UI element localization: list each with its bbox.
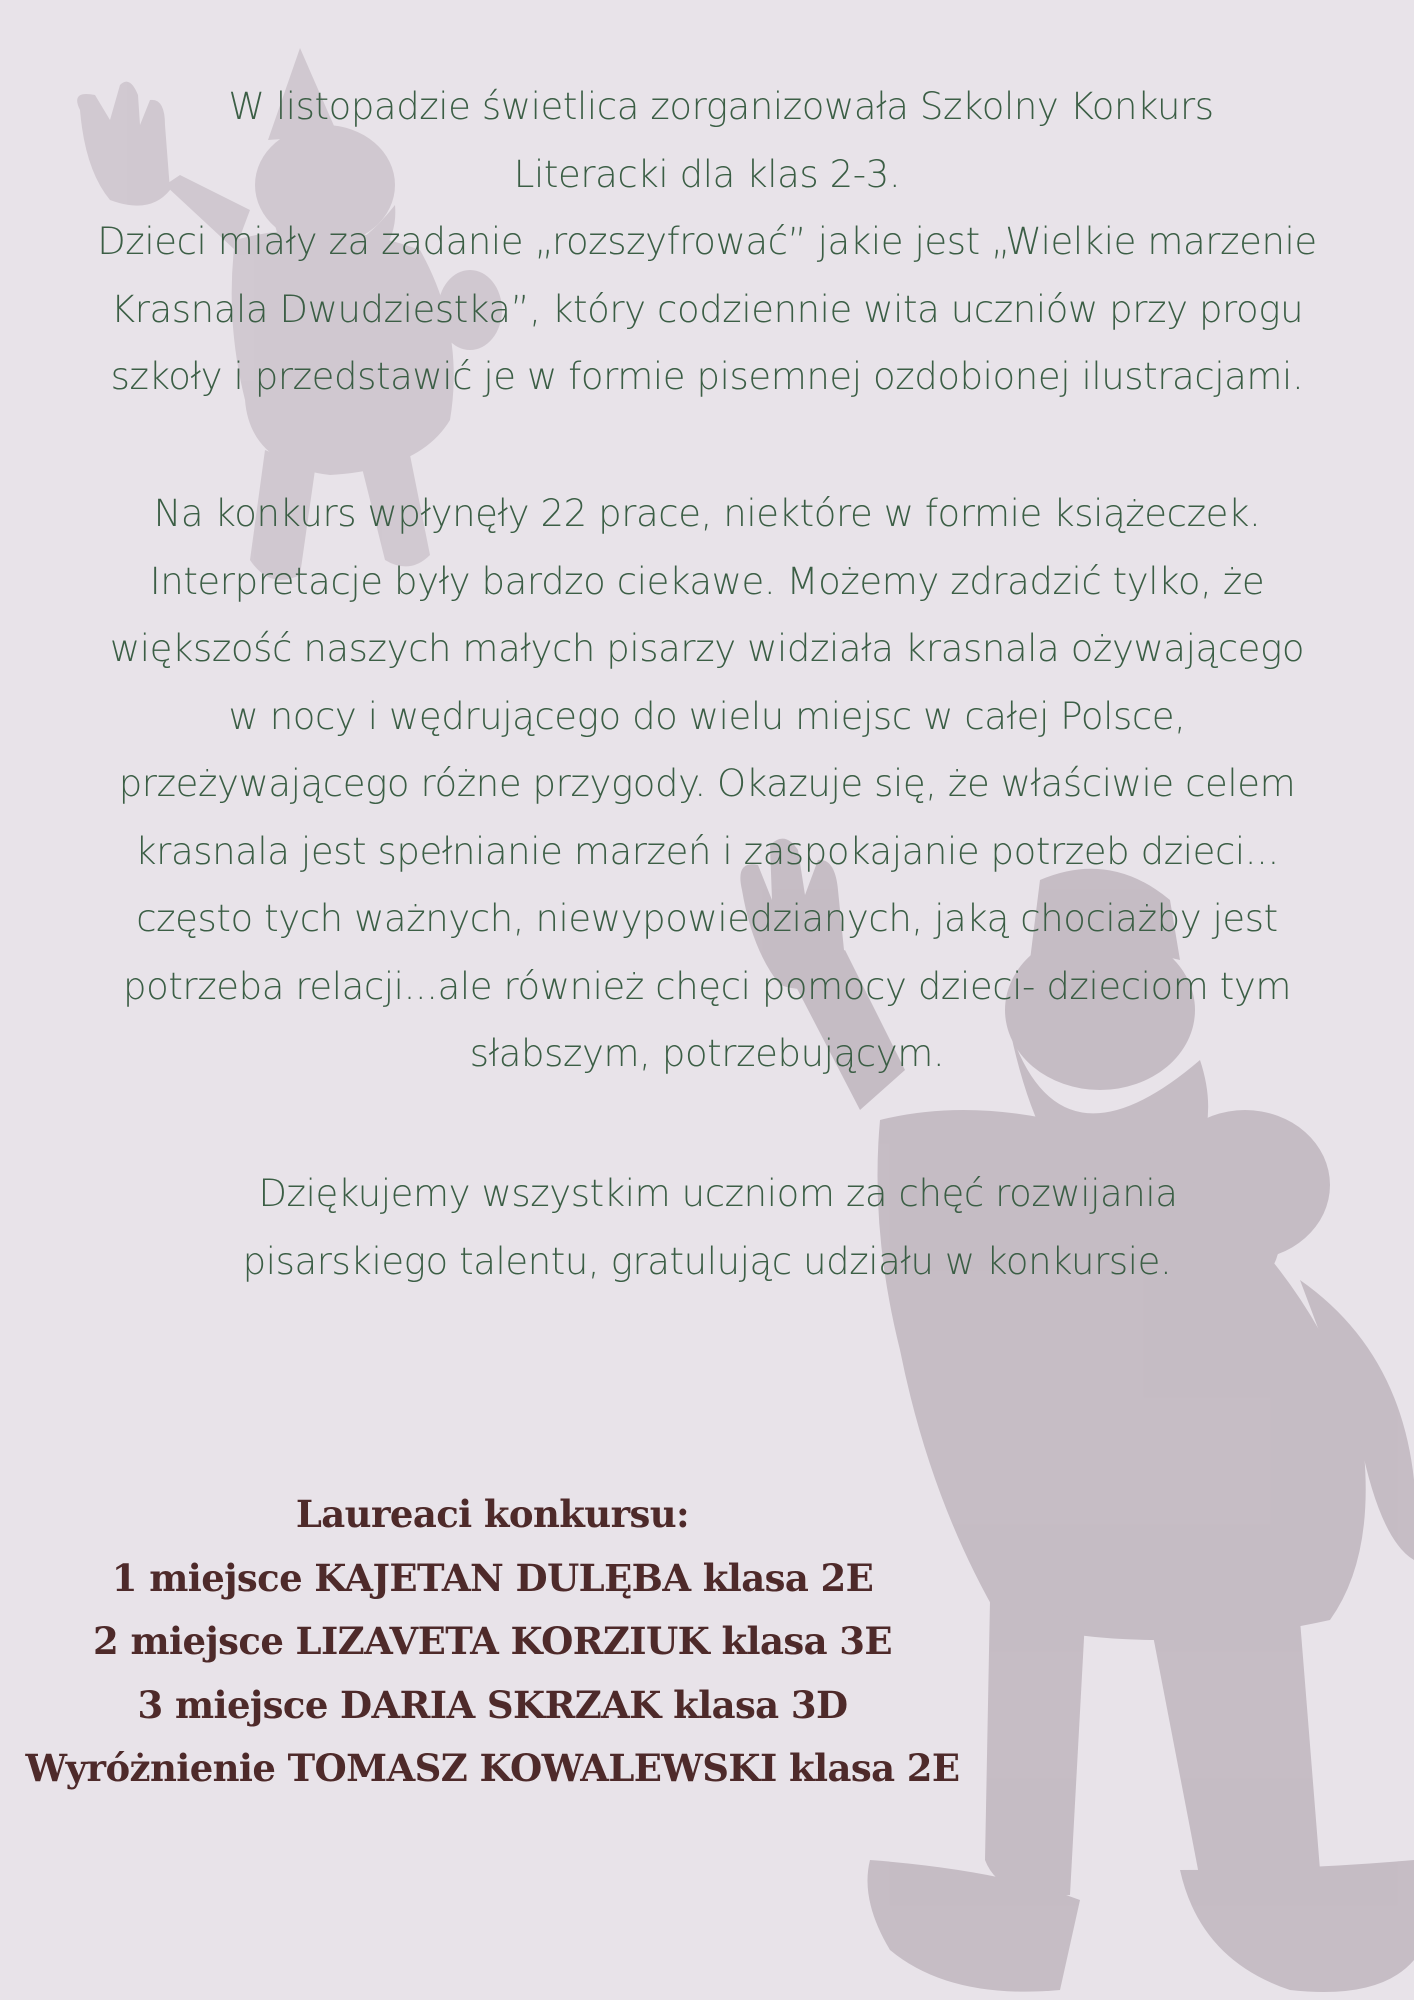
text-line: w nocy i wędrującego do wielu miejsc w całej Polsce, bbox=[228, 694, 1186, 738]
text-line: Dzieci miały za zadanie „rozszyfrować” jakie jest „Wielkie marzenie bbox=[97, 220, 1317, 263]
winner-entry: 2 miejsce LIZAVETA KORZIUK klasa 3E bbox=[93, 1619, 892, 1663]
text-line: W listopadzie świetlica zorganizowała Szkolny Konkurs bbox=[228, 85, 1214, 128]
text-line: często tych ważnych, niewypowiedzianych, jaką chociażby jest bbox=[136, 897, 1278, 940]
text-line: Literacki dla klas 2-3. bbox=[513, 152, 901, 196]
details-paragraph bbox=[40, 480, 1374, 1088]
text-line: pisarskiego talentu, gratulując udziału w konkursie. bbox=[242, 1239, 1172, 1283]
text-line: Krasnala Dwudziestka”, który codziennie wita uczniów przy progu bbox=[110, 287, 1304, 331]
winner-entry: 3 miejsce DARIA SKRZAK klasa 3D bbox=[137, 1682, 848, 1727]
text-line: Interpretacje były bardzo ciekawe. Możemy zdradzić tylko, że bbox=[149, 559, 1265, 603]
intro-paragraph bbox=[40, 73, 1374, 411]
text-line: słabszym, potrzebującym. bbox=[469, 1032, 945, 1075]
winner-entry: 1 miejsce KAJETAN DULĘBA klasa 2E bbox=[111, 1555, 874, 1600]
winner-entry: Wyróżnienie TOMASZ KOWALEWSKI klasa 2E bbox=[25, 1746, 960, 1790]
thanks-paragraph bbox=[40, 1160, 1374, 1295]
text-line: potrzeba relacji...ale również chęci pomocy dzieci- dzieciom tym bbox=[123, 964, 1291, 1008]
text-line: przeżywającego różne przygody. Okazuje się, że właściwie celem bbox=[118, 762, 1296, 805]
winners-heading: Laureaci konkursu: bbox=[295, 1492, 690, 1536]
text-line: większość naszych małych pisarzy widziała krasnala ożywającego bbox=[109, 627, 1305, 670]
text-line: Dziękujemy wszystkim uczniom za chęć rozwijania bbox=[258, 1172, 1178, 1215]
text-line: Na konkurs wpłynęły 22 prace, niektóre w formie książeczek. bbox=[153, 492, 1261, 535]
winners-list bbox=[0, 1483, 985, 1801]
text-line: szkoły i przedstawić je w formie pisemnej ozdobionej ilustracjami. bbox=[110, 355, 1304, 398]
text-line: krasnala jest spełnianie marzeń i zaspokajanie potrzeb dzieci... bbox=[135, 829, 1279, 873]
